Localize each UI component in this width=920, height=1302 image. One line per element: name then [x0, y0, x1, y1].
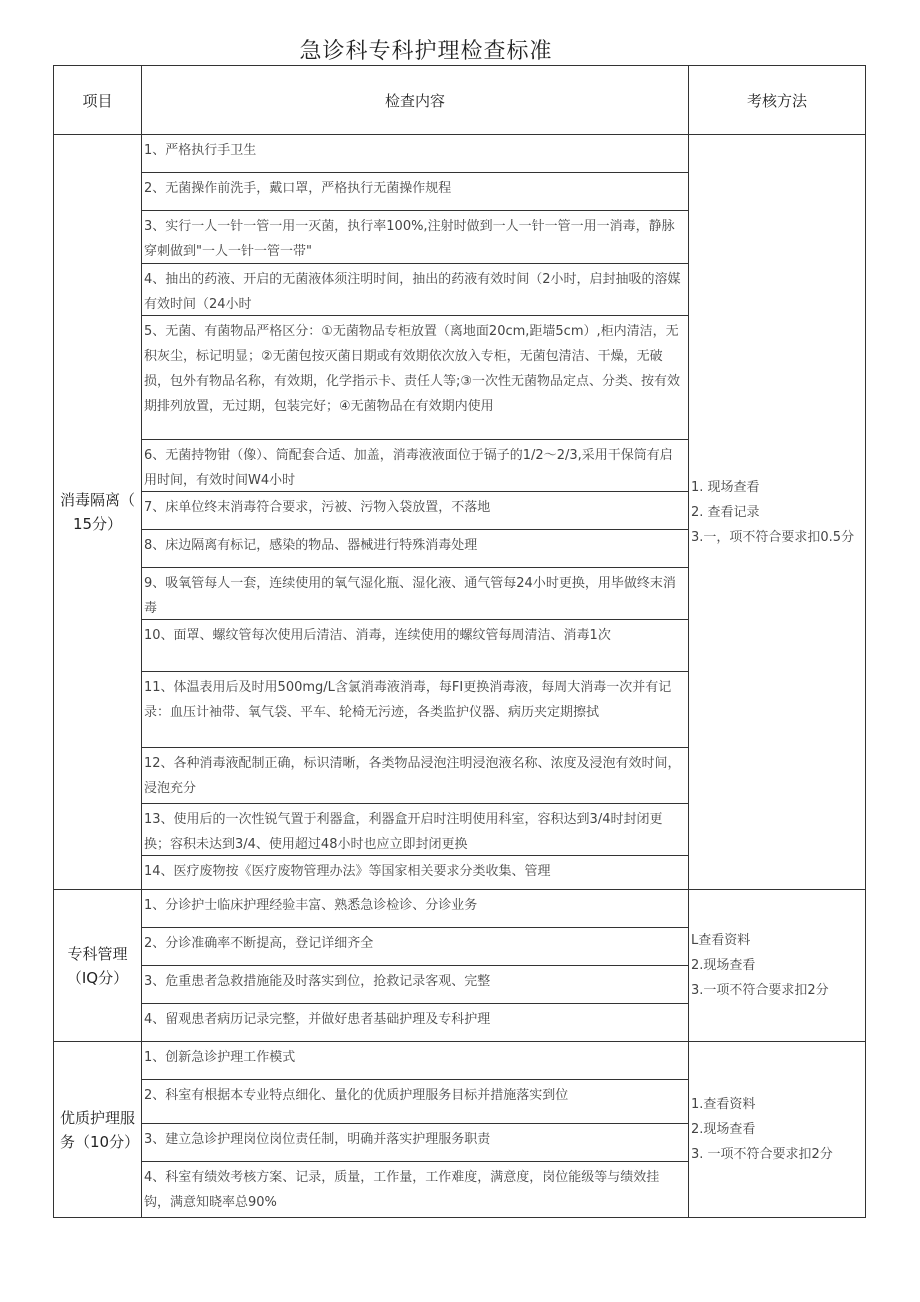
check-item: 2、无菌操作前洗手，戴口罩，严格执行无菌操作规程	[142, 173, 688, 211]
section-row-quality-service	[54, 1042, 866, 1218]
page-title: 急诊科专科护理检查标准	[299, 39, 553, 64]
method-line: 2.现场查看	[691, 1122, 756, 1137]
check-item: 13、使用后的一次性锐气置于利器盒，利器盒开启时注明使用科室，容积达到3/4时封闭更换；容积未达到3/4、使用超过48小时也应立即封闭更换	[142, 804, 688, 856]
content-cell	[142, 1042, 689, 1218]
check-item: 4、留观患者病历记录完整，并做好患者基础护理及专科护理	[144, 1012, 491, 1027]
method-line: 2.现场查看	[691, 958, 756, 973]
category-cell: 优质护理服务（10分）	[54, 1042, 142, 1218]
header-content: 检查内容	[142, 66, 689, 135]
method-cell	[689, 890, 866, 1042]
check-item: 12、各种消毒液配制正确，标识清晰，各类物品浸泡注明浸泡液名称、浓度及浸泡有效时间，浸泡充分	[142, 748, 688, 804]
section-row-disinfection	[54, 135, 866, 890]
check-item: 8、床边隔离有标记，感染的物品、器械进行特殊消毒处理	[142, 530, 688, 568]
method-line: L查看资料	[691, 933, 751, 948]
check-item: 7、床单位终末消毒符合要求，污被、污物入袋放置，不落地	[142, 492, 688, 530]
check-item: 1、创新急诊护理工作模式	[142, 1042, 688, 1080]
check-item: 10、面罩、螺纹管每次使用后清洁、消毒，连续使用的螺纹管每周清洁、消毒1次	[142, 620, 688, 672]
method-cell	[689, 1042, 866, 1218]
header-project: 项目	[54, 66, 142, 135]
check-item: 2、分诊准确率不断提高，登记详细齐全	[142, 928, 688, 966]
check-item: 4、抽出的药液、开启的无菌液体须注明时间，抽出的药液有效时间（2小时，启封抽吸的溶媒有效时间（24小时	[142, 264, 688, 316]
header-method: 考核方法	[689, 66, 866, 135]
method-line: 3.一，项不符合要求扣0.5分	[691, 529, 855, 545]
content-cell	[142, 135, 689, 890]
check-item: 2、科室有根据本专业特点细化、量化的优质护理服务目标并措施落实到位	[142, 1080, 688, 1124]
inspection-table	[53, 65, 866, 1218]
method-line: 1.查看资料	[691, 1097, 756, 1112]
header-row	[54, 66, 866, 135]
check-item: 9、吸氧管每人一套，连续使用的氧气湿化瓶、湿化液、通气管每24小时更换，用毕做终末消毒	[142, 568, 688, 620]
check-item: 4、科室有绩效考核方案、记录，质量，工作量，工作难度，满意度，岗位能级等与绩效挂钩，满意知晓率总90%	[144, 1170, 660, 1210]
check-item: 1、严格执行手卫生	[142, 135, 688, 173]
method-line: 2. 查看记录	[691, 504, 760, 520]
method-line: 1. 现场查看	[691, 479, 760, 495]
method-line: 3. 一项不符合要求扣2分	[691, 1147, 833, 1162]
check-item: 6、无菌持物钳（像）、筒配套合适、加盖，消毒液液面位于镉子的1/2～2/3,采用干保筒有启用时间，有效时间W4小时	[142, 440, 688, 492]
check-item: 5、无菌、有菌物品严格区分：①无菌物品专柜放置（离地面20cm,距墙5cm）,柜内清洁，无积灰尘，标记明显；②无菌包按灭菌日期或有效期依次放入专柜，无菌包清洁、干燥，无破损，包外有物品名称，有效期，化学指示卡、责任人等;③一次性无菌物品定点、分类、按有效期排列放置，无过期，包装完好；④无菌物品在有效期内使用	[142, 316, 688, 440]
section-row-specialty	[54, 890, 866, 1042]
category-cell: 专科管理（IQ分）	[54, 890, 142, 1042]
category-cell: 消毒隔离（ 15分）	[54, 135, 142, 890]
method-cell	[689, 135, 866, 890]
check-item: 11、体温表用后及时用500mg/L含氯消毒液消毒，每FI更换消毒液，每周大消毒一次并有记录：血压计袖带、氧气袋、平车、轮椅无污迹，各类监护仪器、病历夹定期擦拭	[142, 672, 688, 748]
check-item: 3、实行一人一针一管一用一灭菌，执行率100%,注射时做到一人一针一管一用一消毒，静脉穿刺做到"一人一针一管一带"	[142, 211, 688, 264]
content-cell	[142, 890, 689, 1042]
check-item: 3、危重患者急救措施能及时落实到位，抢救记录客观、完整	[142, 966, 688, 1004]
method-line: 3.一项不符合要求扣2分	[691, 983, 829, 998]
check-item: 1、分诊护士临床护理经验丰富、熟悉急诊检诊、分诊业务	[142, 890, 688, 928]
check-item: 14、医疗废物按《医疗废物管理办法》等国家相关要求分类收集、管理	[144, 864, 551, 879]
check-item: 3、建立急诊护理岗位岗位责任制，明确并落实护理服务职责	[142, 1124, 688, 1162]
